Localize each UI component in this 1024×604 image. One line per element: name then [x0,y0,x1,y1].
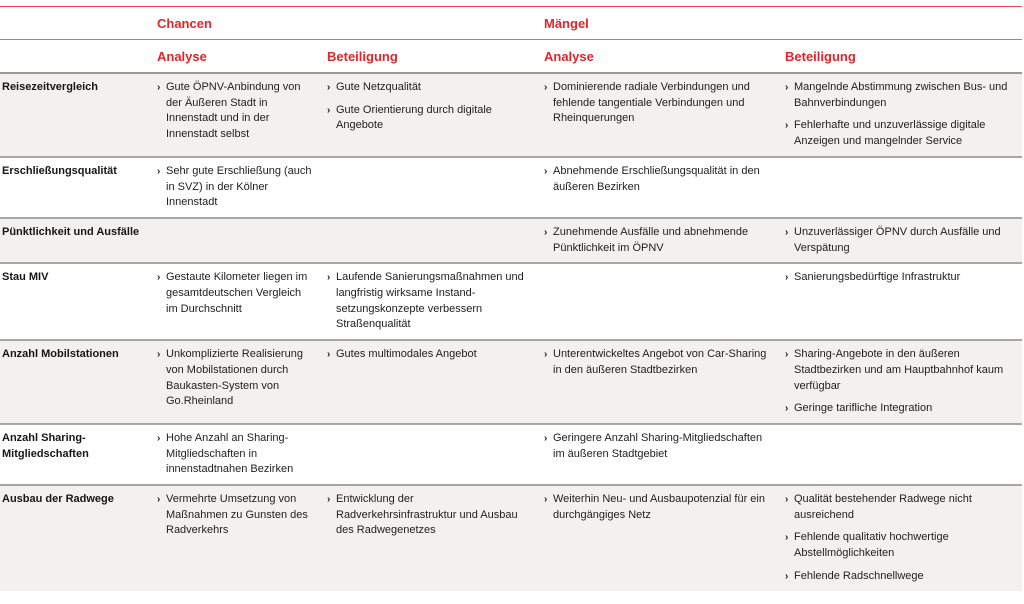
list-item [327,270,529,333]
chevron-right-icon: › [327,272,331,284]
list-item [544,431,770,462]
cell-chancen-beteiligung [318,218,535,263]
chevron-right-icon: › [157,349,161,361]
item-text: Gute ÖPNV-Anbindung von der Äußeren Stadt in Innenstadt und in der Innenstadt selbst [166,81,301,141]
chevron-right-icon: › [157,82,161,93]
chevron-right-icon: › [157,432,161,444]
chevron-right-icon: › [785,272,789,284]
list-item [544,80,770,127]
cell-chancen-analyse [148,263,318,340]
list-item [327,80,529,96]
subheader-chancen-beteiligung: Beteiligung [318,40,535,74]
chevron-right-icon: › [544,82,548,93]
item-text: Mangelnde Abstimmung zwischen Bus- und Bahnverbindungen [794,81,1008,109]
cell-maengel-analyse [535,424,776,485]
chevron-right-icon: › [544,226,548,238]
item-text: Hohe Anzahl an Sharing-Mitgliedschaften in innenstadtnahen Bezirken [166,431,294,476]
cell-chancen-analyse [148,157,318,218]
empty-header [0,7,148,40]
cell-maengel-analyse [535,157,776,218]
item-text: Geringe tarifliche Integration [794,402,933,415]
table-body [0,73,1022,591]
table-row [0,485,1022,591]
list-item [544,347,770,378]
chevron-right-icon: › [157,272,161,284]
item-text: Laufende Sanierungsmaßnahmen und langfristig wirksame Instandsetzungskonzepte verbessern Straßenqualität [336,271,524,331]
chevron-right-icon: › [785,532,789,544]
item-text: Gestaute Kilometer liegen im gesamtdeutschen Vergleich im Durchschnitt [166,271,308,315]
table-row [0,218,1022,263]
row-label: Pünktlichkeit und Ausfälle [0,218,148,263]
chevron-right-icon: › [785,120,789,132]
subheader-maengel-analyse: Analyse [535,40,776,74]
cell-chancen-beteiligung [318,424,535,485]
item-text: Sanierungsbedürftige Infrastruktur [794,271,961,284]
list-item [327,492,529,539]
cell-maengel-analyse [535,218,776,263]
chevron-right-icon: › [544,432,548,444]
list-item [157,80,312,143]
table-row [0,157,1022,218]
item-text: Entwicklung der Radverkehrsinfrastruktur und Ausbau des Radwegenetzes [336,493,518,537]
item-text: Sharing-Angebote in den äußeren Stadtbezirken und am Hauptbahnhof kaum verfügbar [794,348,1004,392]
item-text: Gutes multimodales Angebot [336,348,477,361]
cell-maengel-beteiligung [776,340,1022,424]
list-item [785,347,1016,394]
chancen-maengel-table [0,7,1022,591]
cell-maengel-analyse [535,73,776,157]
chevron-right-icon: › [157,165,161,177]
cell-chancen-beteiligung [318,263,535,340]
item-text: Fehlerhafte und unzuverlässige digitale Anzeigen und mangelnder Service [794,119,986,148]
chevron-right-icon: › [785,82,789,93]
subheader-row [0,40,1022,74]
list-item [157,492,312,539]
chevron-right-icon: › [544,494,548,506]
group-header-maengel: Mängel [535,7,1022,40]
item-text: Gute Netzqualität [336,81,421,93]
cell-chancen-analyse [148,485,318,591]
cell-maengel-analyse [535,485,776,591]
group-header-row [0,7,1022,40]
cell-chancen-beteiligung [318,340,535,424]
table-row [0,263,1022,340]
item-text: Sehr gute Erschließung (auch in SVZ) in der Kölner Innenstadt [166,164,312,209]
item-text: Qualität bestehender Radwege nicht ausreichend [794,493,972,521]
list-item [544,492,770,523]
list-item [785,225,1016,256]
row-label: Anzahl Mobilstationen [0,340,148,424]
list-item [785,530,1016,561]
cell-maengel-analyse [535,340,776,424]
empty-subheader [0,40,148,74]
chevron-right-icon: › [327,349,331,361]
item-text: Unkomplizierte Realisierung von Mobilstationen durch Baukasten-System von Go.Rheinland [166,348,303,408]
chevron-right-icon: › [785,349,789,361]
list-item [157,347,312,410]
cell-chancen-analyse [148,340,318,424]
list-item [785,401,1016,417]
item-text: Abnehmende Erschließungsqualität in den äußeren Bezirken [553,164,760,193]
cell-maengel-beteiligung [776,485,1022,591]
cell-chancen-analyse [148,424,318,485]
chevron-right-icon: › [327,82,331,93]
table-row [0,73,1022,157]
list-item [157,431,312,478]
item-text: Vermehrte Umsetzung von Maßnahmen zu Gunsten des Radverkehrs [166,493,308,537]
item-text: Zunehmende Ausfälle und abnehmende Pünktlichkeit im ÖPNV [553,225,749,254]
list-item [785,569,1016,585]
chevron-right-icon: › [785,226,789,238]
chevron-right-icon: › [327,494,331,506]
list-item [544,164,770,195]
row-label: Reisezeitvergleich [0,73,148,157]
item-text: Unzuverlässiger ÖPNV durch Ausfälle und Verspätung [794,225,1001,254]
cell-chancen-analyse [148,218,318,263]
cell-maengel-beteiligung [776,218,1022,263]
item-text: Fehlende Radschnellwege [794,569,924,582]
item-text: Unterentwickeltes Angebot von Car-Sharing in den äußeren Stadtbezirken [553,348,767,376]
chevron-right-icon: › [785,494,789,506]
list-item [785,80,1016,111]
chevron-right-icon: › [785,570,789,582]
table-row [0,424,1022,485]
cell-maengel-beteiligung [776,424,1022,485]
subheader-maengel-beteiligung: Beteiligung [776,40,1022,74]
group-header-chancen: Chancen [148,7,535,40]
row-label: Stau MIV [0,263,148,340]
list-item [785,270,1016,286]
chevron-right-icon: › [785,403,789,415]
item-text: Gute Orientierung durch digitale Angebote [336,103,492,132]
row-label: Anzahl Sharing-Mitgliedschaften [0,424,148,485]
cell-chancen-beteiligung [318,485,535,591]
item-text: Geringere Anzahl Sharing-Mitgliedschaften im äußeren Stadtgebiet [553,431,763,460]
list-item [785,118,1016,149]
list-item [327,347,529,363]
item-text: Fehlende qualitativ hochwertige Abstellmöglichkeiten [794,531,949,560]
cell-maengel-beteiligung [776,157,1022,218]
table-row [0,340,1022,424]
item-text: Dominierende radiale Verbindungen und fehlende tangentiale Verbindungen und Rheinquerungen [553,81,750,125]
list-item [544,225,770,256]
cell-maengel-beteiligung [776,263,1022,340]
chevron-right-icon: › [157,494,161,506]
list-item [785,492,1016,523]
cell-maengel-beteiligung [776,73,1022,157]
row-label: Erschließungsqualität [0,157,148,218]
chevron-right-icon: › [327,104,331,116]
cell-chancen-beteiligung [318,157,535,218]
list-item [327,103,529,134]
cell-maengel-analyse [535,263,776,340]
cell-chancen-analyse [148,73,318,157]
list-item [157,164,312,211]
row-label: Ausbau der Radwege [0,485,148,591]
item-text: Weiterhin Neu- und Ausbaupotenzial für ein durchgängiges Netz [553,493,765,521]
cell-chancen-beteiligung [318,73,535,157]
list-item [157,270,312,317]
chevron-right-icon: › [544,349,548,361]
chevron-right-icon: › [544,165,548,177]
subheader-chancen-analyse: Analyse [148,40,318,74]
